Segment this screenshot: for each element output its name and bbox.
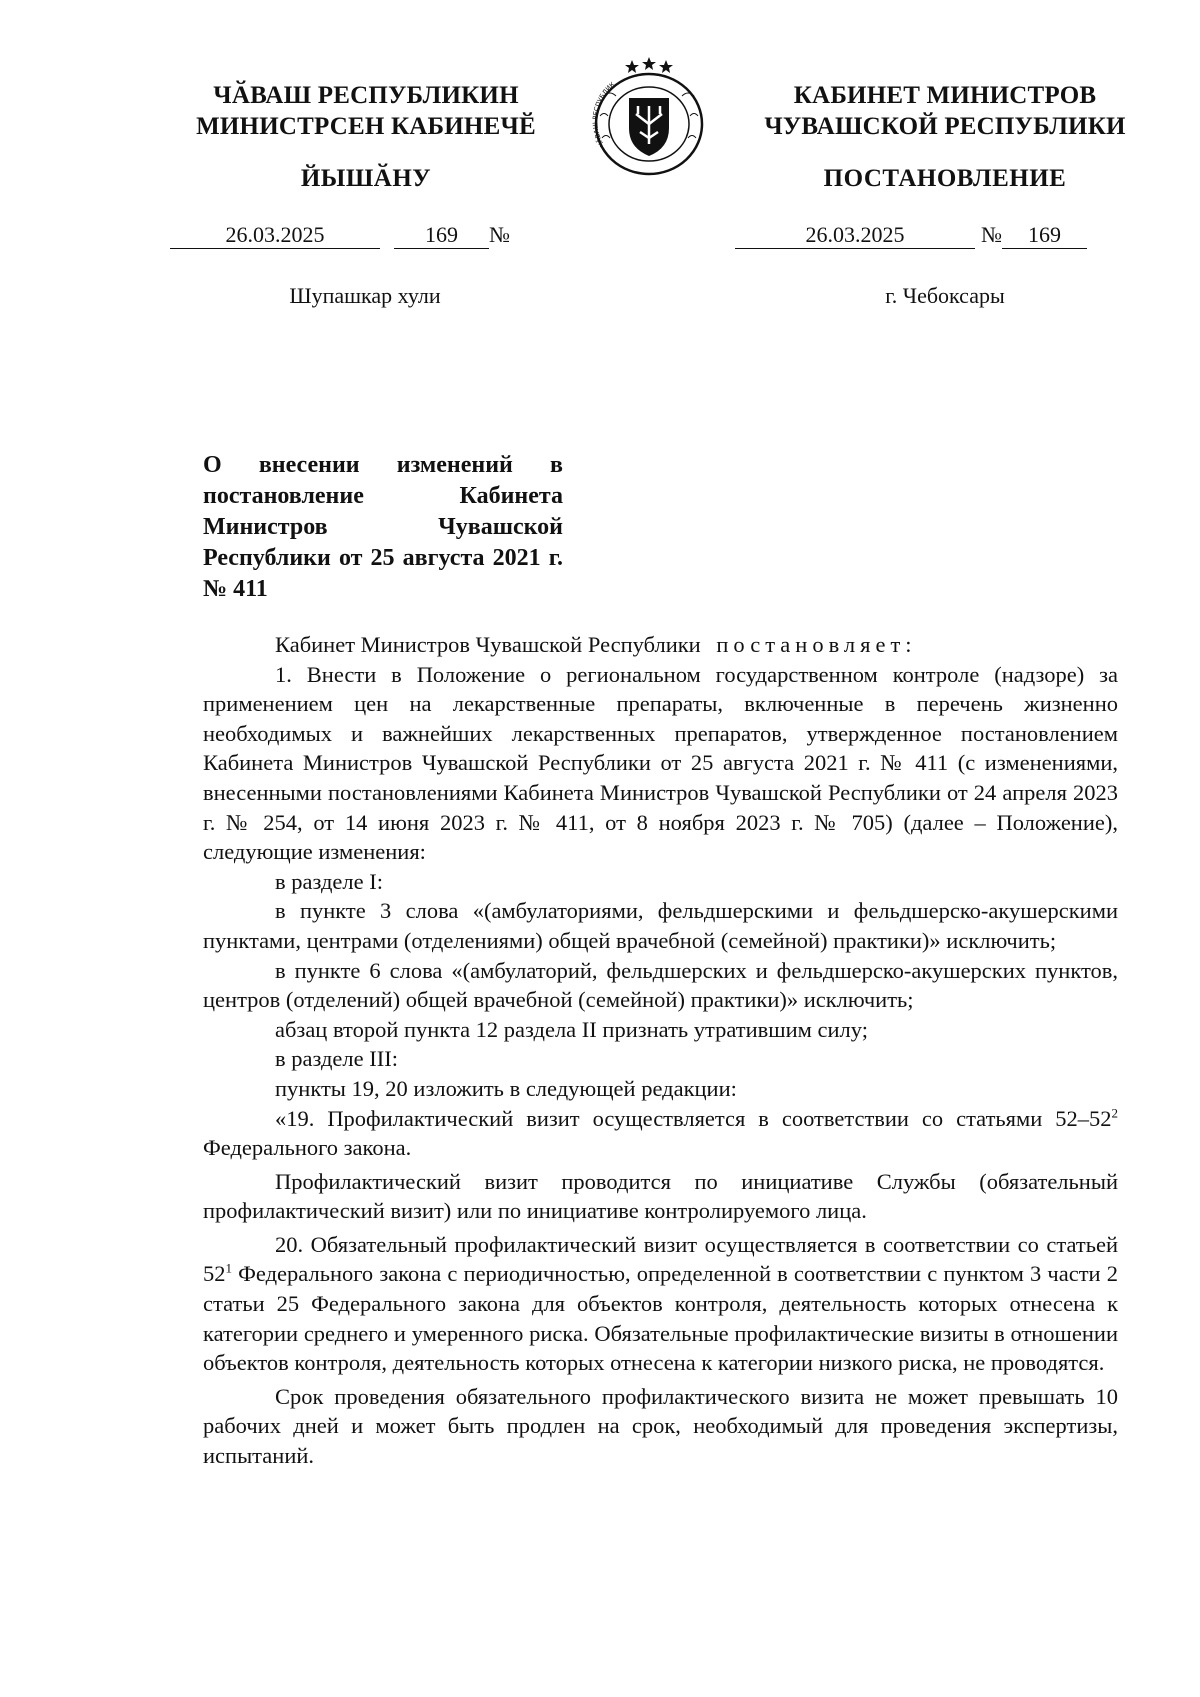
p8-superscript: 2 [1111, 1105, 1118, 1120]
paragraph-4: в пункте 6 слова «(амбулаторий, фельдшерских и фельдшерско-акушерских пунктов, центров (отделений) общей врачебной (семейной) практики)» исключить; [203, 957, 1118, 1013]
place-chuvash: Шупашкар хули [289, 283, 441, 308]
document-body [203, 630, 1118, 1471]
number-right: 169 [1002, 222, 1087, 249]
dateline-right [735, 222, 1087, 250]
p8-text-a: «19. Профилактический визит осуществляется в соответствии со статьями 52–52 [275, 1105, 1112, 1131]
header-chuvash-title [160, 80, 572, 142]
paragraph-7: пункты 19, 20 изложить в следующей редакции: [275, 1075, 737, 1101]
intro-prefix: Кабинет Министров Чувашской Республики [275, 632, 701, 657]
paragraph-5: абзац второй пункта 12 раздела II признать утратившим силу; [275, 1016, 868, 1042]
header-right-line1: КАБИНЕТ МИНИСТРОВ [793, 82, 1097, 109]
paragraph-2: в разделе I: [275, 868, 383, 894]
number-left: 169 [394, 222, 489, 249]
paragraph-8 [203, 1104, 1118, 1163]
dateline-left [170, 222, 510, 250]
doc-type-chuvash: ЙЫШӐНУ [300, 165, 432, 192]
paragraph-9: Профилактический визит проводится по инициативе Службы (обязательный профилактический визит) или по инициативе контролируемого лица. [203, 1168, 1118, 1224]
place-russian: г. Чебоксары [885, 283, 1005, 308]
paragraph-10 [203, 1230, 1118, 1378]
number-sign-left: № [489, 222, 510, 247]
doc-type-russian: ПОСТАНОВЛЕНИЕ [823, 165, 1067, 192]
header-right-line2: ЧУВАШСКОЙ РЕСПУБЛИКИ [764, 113, 1126, 140]
emblem-ring-text: ЧӐВАШ РЕСПУБЛИК [591, 80, 617, 149]
document-subject: О внесении изменений в постановление Кабинета Министров Чувашской Республики от 25 августа 2021 г. № 411 [203, 452, 563, 602]
number-sign-right: № [981, 222, 1002, 247]
header-russian-title [730, 80, 1160, 142]
paragraph-3: в пункте 3 слова «(амбулаториями, фельдшерскими и фельдшерско-акушерскими пунктами, центрами (отделениями) общей врачебной (семейной) практики)» исключить; [203, 898, 1118, 953]
header-left-line1: ЧӐВАШ РЕСПУБЛИКИН [213, 82, 519, 109]
paragraph-11: Срок проведения обязательного профилактического визита не может превышать 10 рабочих дней и может быть продлен на срок, необходимый для проведения экспертизы, испытаний. [203, 1383, 1118, 1469]
body-intro [203, 630, 1118, 660]
paragraph-6: в разделе III: [275, 1046, 398, 1072]
date-left: 26.03.2025 [170, 222, 380, 249]
p10-text-b: Федерального закона с периодичностью, определенной в соответствии с пунктом 3 части 2 статьи 25 Федерального закона для объектов контроля, деятельность которых отнесена к категории среднего и умеренного риска. Обязательные профилактические визиты в отношении объектов контроля, деятельность которых отнесена к категории низкого риска, не проводятся. [203, 1261, 1118, 1376]
paragraph-1: 1. Внести в Положение о региональном государственном контроле (надзоре) за применением цен на лекарственные препараты, включенные в перечень жизненно необходимых и важнейших лекарственных препаратов, утвержденное постановлением Кабинета Министров Чувашской Республики от 25 августа 2021 г. № 411 (с изменениями, внесенными постановлениями Кабинета Министров Чувашской Республики от 24 апреля 2023 г. № 254, от 14 июня 2023 г. № 411, от 8 ноября 2023 г. № 705) (далее – Положение), следующие изменения: [203, 661, 1118, 865]
p8-text-b: Федерального закона. [203, 1135, 412, 1161]
intro-verb: постановляет: [716, 632, 917, 657]
date-right: 26.03.2025 [735, 222, 975, 249]
p10-superscript: 1 [225, 1260, 232, 1276]
coat-of-arms-icon [574, 56, 724, 178]
header-left-line2: МИНИСТРСЕН КАБИНЕЧӖ [196, 113, 536, 140]
p10-text-a: 20. Обязательный профилактический визит осуществляется в соответствии со статьей 52 [203, 1231, 1118, 1287]
